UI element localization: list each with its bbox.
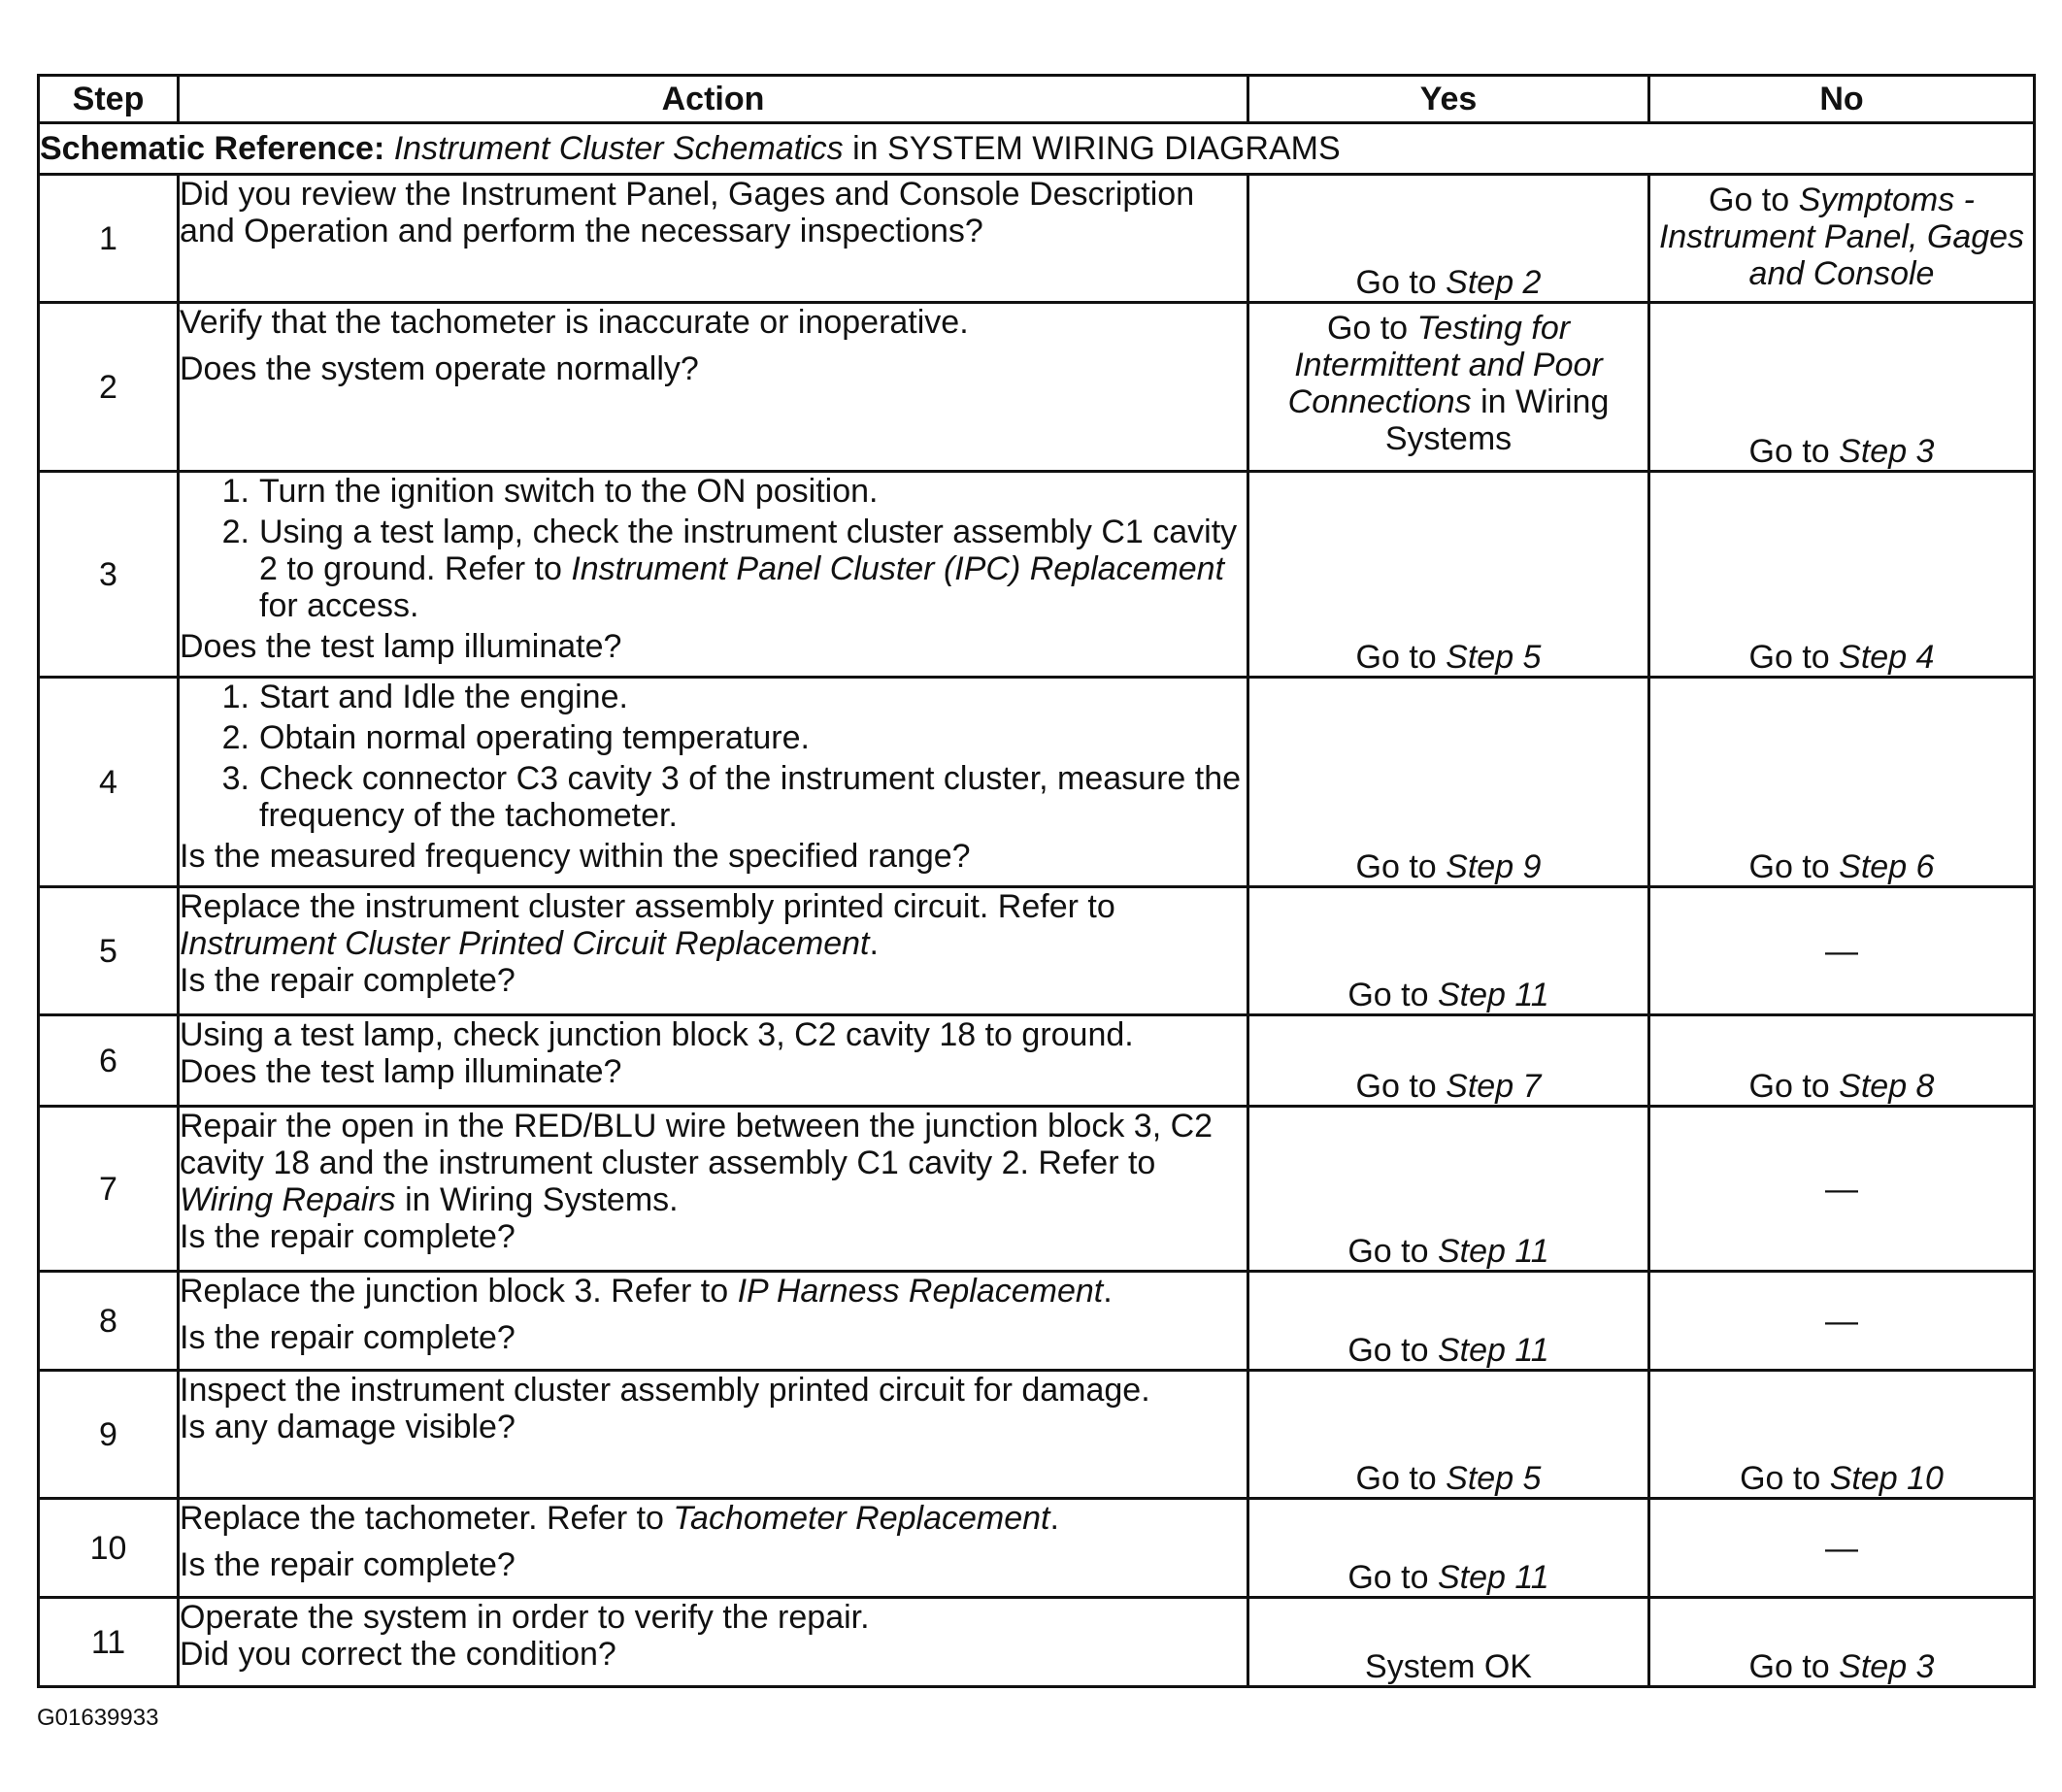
action-prefix: Replace the junction block 3. Refer to [180,1273,729,1310]
action-question: Does the system operate normally? [180,350,699,387]
no-cell: — [1649,1499,2035,1598]
no-prefix: Go to [1748,848,1830,885]
yes-link[interactable]: Testing for Intermittent and Poor Connections [1287,310,1603,420]
action-text: Did you review the Instrument Panel, Gages and Console Description and Operation and perform the necessary inspections? [180,176,1195,249]
action-prefix: Replace the instrument cluster assembly printed circuit. Refer to [180,888,1115,925]
action-link[interactable]: Instrument Cluster Printed Circuit Replacement [180,925,870,962]
no-cell [1649,1598,2035,1687]
table-row [39,887,2035,1015]
step-number: 9 [39,1371,179,1499]
table-row [39,472,2035,678]
step-number: 8 [39,1272,179,1371]
yes-cell [1248,1371,1649,1499]
table-row [39,1371,2035,1499]
list-item-text: Using a test lamp, check the instrument cluster assembly C1 cavity 2 to ground. Refer to [259,514,1238,587]
header-step: Step [39,76,179,123]
step-number: 11 [39,1598,179,1687]
no-link[interactable]: Step 3 [1839,1648,1935,1685]
action-link[interactable]: IP Harness Replacement [737,1273,1104,1310]
yes-prefix: Go to [1347,1233,1429,1270]
schematic-reference-row [39,123,2035,175]
action-question: Is any damage visible? [180,1409,516,1445]
list-item-text: Start and Idle the engine. [259,679,628,715]
no-cell [1649,1015,2035,1107]
list-item [205,473,1247,510]
yes-link[interactable]: Step 2 [1446,264,1542,301]
action-suffix: in Wiring Systems. [405,1181,679,1218]
action-cell [179,1499,1248,1598]
no-cell: — [1649,1272,2035,1371]
yes-prefix: Go to [1347,1559,1429,1596]
table-row [39,1272,2035,1371]
no-prefix: Go to [1748,1068,1830,1105]
yes-prefix: Go to [1355,264,1437,301]
list-item [205,760,1247,834]
action-steps-list [180,679,1247,834]
yes-link[interactable]: Step 7 [1446,1068,1542,1105]
header-yes: Yes [1248,76,1649,123]
list-item [205,514,1247,624]
yes-link[interactable]: Step 11 [1437,977,1549,1013]
yes-cell [1248,887,1649,1015]
no-link[interactable]: Step 10 [1829,1460,1944,1497]
step-number: 10 [39,1499,179,1598]
header-action: Action [179,76,1248,123]
action-question: Is the repair complete? [180,962,516,999]
no-link[interactable]: Step 6 [1839,848,1935,885]
no-prefix: Go to [1740,1460,1821,1497]
action-cell [179,303,1248,472]
action-cell [179,1272,1248,1371]
list-item-number: 2. [221,719,249,756]
yes-link[interactable]: Step 5 [1446,639,1542,676]
action-text: Operate the system in order to verify the repair. [180,1599,870,1636]
action-suffix: . [1103,1273,1113,1310]
no-prefix: Go to [1748,1648,1830,1685]
action-link[interactable]: Tachometer Replacement [673,1500,1050,1537]
yes-link[interactable]: Step 5 [1446,1460,1542,1497]
yes-cell [1248,1272,1649,1371]
action-question: Is the repair complete? [180,1319,516,1356]
step-number: 7 [39,1107,179,1272]
action-suffix: . [869,925,879,962]
action-text [180,888,1247,962]
action-cell [179,175,1248,303]
diagnostic-table-container [37,74,2033,1688]
step-number: 3 [39,472,179,678]
action-suffix: . [1049,1500,1059,1537]
yes-link[interactable]: Step 11 [1437,1233,1549,1270]
action-text: Verify that the tachometer is inaccurate or inoperative. [180,304,969,341]
schematic-reference-suffix: in SYSTEM WIRING DIAGRAMS [852,130,1341,167]
no-link[interactable]: Symptoms - Instrument Panel, Gages and Console [1658,182,2025,292]
action-prefix: Replace the tachometer. Refer to [180,1500,664,1537]
table-row [39,175,2035,303]
action-question: Did you correct the condition? [180,1636,616,1673]
list-item-number: 3. [221,760,249,797]
action-cell [179,1015,1248,1107]
no-link[interactable]: Step 3 [1839,433,1935,470]
yes-cell [1248,175,1649,303]
action-cell [179,1371,1248,1499]
yes-prefix: Go to [1347,1332,1429,1369]
action-question: Does the test lamp illuminate? [180,1053,622,1090]
yes-prefix: Go to [1355,848,1437,885]
list-item-text: Turn the ignition switch to the ON position. [259,473,879,510]
no-prefix: Go to [1748,639,1830,676]
yes-suffix: in Wiring Systems [1384,383,1610,457]
schematic-reference [39,123,2035,175]
step-number: 4 [39,678,179,887]
no-link[interactable]: Step 4 [1839,639,1935,676]
yes-cell [1248,1107,1649,1272]
table-row [39,1015,2035,1107]
action-steps-list [180,473,1247,624]
no-cell [1649,472,2035,678]
action-link[interactable]: Wiring Repairs [180,1181,396,1218]
step-number: 5 [39,887,179,1015]
yes-cell: System OK [1248,1598,1649,1687]
yes-prefix: Go to [1355,639,1437,676]
yes-prefix: Go to [1326,310,1409,347]
no-cell [1649,678,2035,887]
list-item-number: 1. [221,679,249,715]
no-cell [1649,1371,2035,1499]
action-question: Does the test lamp illuminate? [180,628,622,665]
schematic-reference-link[interactable]: Instrument Cluster Schematics [393,130,844,167]
diagnostic-table [37,74,2036,1688]
list-item [205,679,1247,715]
list-item-link[interactable]: Instrument Panel Cluster (IPC) Replacement [571,550,1225,587]
table-row [39,678,2035,887]
yes-prefix: Go to [1347,977,1429,1013]
action-prefix: Repair the open in the RED/BLU wire between the junction block 3, C2 cavity 18 and the instrument cluster assembly C1 cavity 2. Refer to [180,1108,1214,1181]
step-number: 1 [39,175,179,303]
yes-cell [1248,472,1649,678]
action-question: Is the repair complete? [180,1218,516,1255]
table-row [39,1499,2035,1598]
list-item-number: 1. [221,473,249,510]
figure-id: G01639933 [37,1705,159,1731]
action-text: Inspect the instrument cluster assembly printed circuit for damage. [180,1372,1150,1409]
no-cell: — [1649,887,2035,1015]
list-item-text: Check connector C3 cavity 3 of the instrument cluster, measure the frequency of the tachometer. [259,760,1242,834]
action-text [180,1500,1247,1537]
yes-link[interactable]: Step 11 [1437,1559,1549,1596]
action-text [180,1108,1247,1218]
list-item-number: 2. [221,514,249,550]
table-row [39,1598,2035,1687]
action-cell [179,887,1248,1015]
list-item-suffix: for access. [259,587,419,624]
no-prefix: Go to [1709,182,1790,218]
yes-cell [1248,678,1649,887]
action-cell [179,472,1248,678]
no-cell [1649,303,2035,472]
yes-prefix: Go to [1355,1068,1437,1105]
list-item-text: Obtain normal operating temperature. [259,719,810,756]
action-cell [179,1107,1248,1272]
yes-prefix: Go to [1355,1460,1437,1497]
action-cell [179,678,1248,887]
no-cell: — [1649,1107,2035,1272]
no-cell [1649,175,2035,303]
table-row [39,1107,2035,1272]
no-link[interactable]: Step 8 [1839,1068,1935,1105]
yes-cell [1248,1015,1649,1107]
action-question: Is the repair complete? [180,1546,516,1583]
action-text [180,1273,1247,1310]
step-number: 2 [39,303,179,472]
schematic-reference-label: Schematic Reference: [40,130,385,167]
yes-cell [1248,303,1649,472]
step-number: 6 [39,1015,179,1107]
table-row [39,303,2035,472]
yes-cell [1248,1499,1649,1598]
yes-link[interactable]: Step 9 [1446,848,1542,885]
header-no: No [1649,76,2035,123]
action-text: Using a test lamp, check junction block 3, C2 cavity 18 to ground. [180,1016,1134,1053]
header-row [39,76,2035,123]
yes-link[interactable]: Step 11 [1437,1332,1549,1369]
action-question: Is the measured frequency within the specified range? [180,838,971,875]
no-prefix: Go to [1748,433,1830,470]
list-item [205,719,1247,756]
action-cell [179,1598,1248,1687]
